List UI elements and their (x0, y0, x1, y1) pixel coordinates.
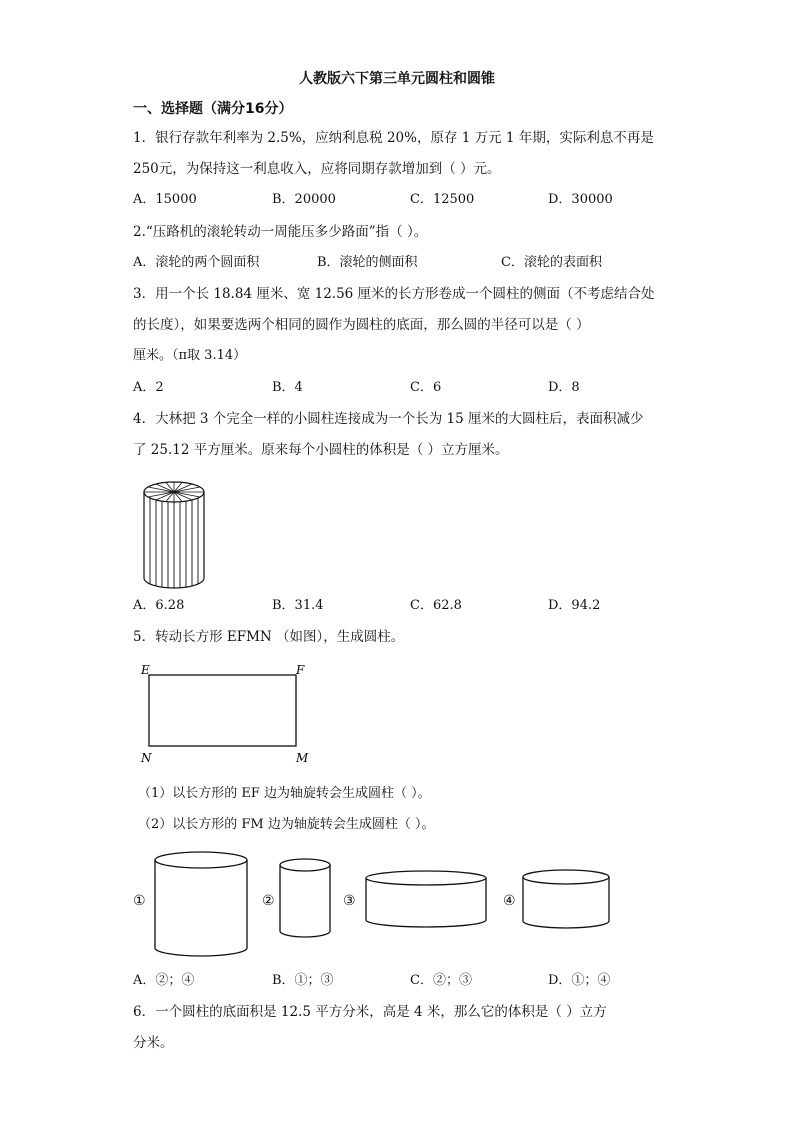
q2-option-c: C．滚轮的表面积 (501, 255, 602, 270)
q3-option-a: A．2 (133, 380, 164, 395)
segmented-cylinder-figure (140, 478, 210, 594)
cylinder-label-3: ③ (343, 893, 356, 909)
section-heading: 一、选择题（满分16分） (133, 101, 293, 117)
cylinder-label-4: ④ (503, 893, 516, 909)
q1-option-c: C．12500 (410, 192, 475, 207)
label-f: F (296, 663, 305, 677)
cylinder-3 (364, 868, 490, 930)
q1-option-b: B．20000 (272, 192, 336, 207)
q3-option-d: D．8 (548, 380, 580, 395)
q3-option-b: B．4 (272, 380, 303, 395)
q1-option-a: A．15000 (133, 192, 197, 207)
q5-option-c: C．②；③ (410, 973, 472, 988)
q3-line2: 的长度），如果要选两个相同的圆作为圆柱的底面，那么圆的半径可以是（ ） (133, 317, 590, 333)
cylinder-label-2: ② (262, 893, 275, 909)
q5-line1: 5．转动长方形 EFMN （如图），生成圆柱。 (133, 629, 405, 645)
cylinder-4 (521, 867, 613, 931)
page-title: 人教版六下第三单元圆柱和圆锥 (299, 71, 495, 87)
q3-option-c: C．6 (410, 380, 442, 395)
cylinder-label-1: ① (133, 893, 146, 909)
q4-option-c: C．62.8 (410, 598, 462, 613)
q1-line2: 250元，为保持这一利息收入，应将同期存款增加到（ ）元。 (133, 161, 501, 177)
q1-line1: 1．银行存款年利率为 2.5%，应纳利息税 20%，原存 1 万元 1 年期，实际利息不再是 (133, 130, 654, 146)
q5-sub1: （1）以长方形的 EF 边为轴旋转会生成圆柱（ ）。 (138, 786, 431, 801)
q2-option-b: B．滚轮的侧面积 (317, 255, 418, 270)
label-m: M (296, 751, 309, 765)
label-n: N (141, 751, 152, 765)
q2-line1: 2.“压路机的滚轮转动一周能压多少路面”指（ ）。 (133, 224, 428, 240)
q4-option-b: B．31.4 (272, 598, 324, 613)
label-e: E (141, 663, 150, 677)
q3-line1: 3．用一个长 18.84 厘米、宽 12.56 厘米的长方形卷成一个圆柱的侧面（不考虑结合处 (133, 286, 655, 302)
q5-option-a: A．②；④ (133, 973, 195, 988)
q5-option-b: B．①；③ (272, 973, 334, 988)
q5-sub2: （2）以长方形的 FM 边为轴旋转会生成圆柱（ ）。 (138, 817, 435, 832)
q5-option-d: D．①；④ (548, 973, 611, 988)
q4-line2: 了 25.12 平方厘米。原来每个小圆柱的体积是（ ）立方厘米。 (133, 442, 509, 458)
q6-line1: 6．一个圆柱的底面积是 12.5 平方分米，高是 4 米，那么它的体积是（ ）立方 (133, 1004, 607, 1020)
q4-option-d: D．94.2 (548, 598, 601, 613)
q3-line3: 厘米。（π取 3.14） (133, 348, 247, 363)
q2-option-a: A．滚轮的两个圆面积 (133, 255, 260, 270)
cylinder-2 (278, 857, 334, 939)
q6-line2: 分米。 (133, 1035, 174, 1051)
rectangle-efmn-figure (138, 660, 318, 770)
q1-option-d: D．30000 (548, 192, 613, 207)
cylinder-1 (153, 850, 251, 960)
q4-option-a: A．6.28 (133, 598, 185, 613)
q4-line1: 4．大林把 3 个完全一样的小圆柱连接成为一个长为 15 厘米的大圆柱后，表面积减少 (133, 411, 644, 427)
